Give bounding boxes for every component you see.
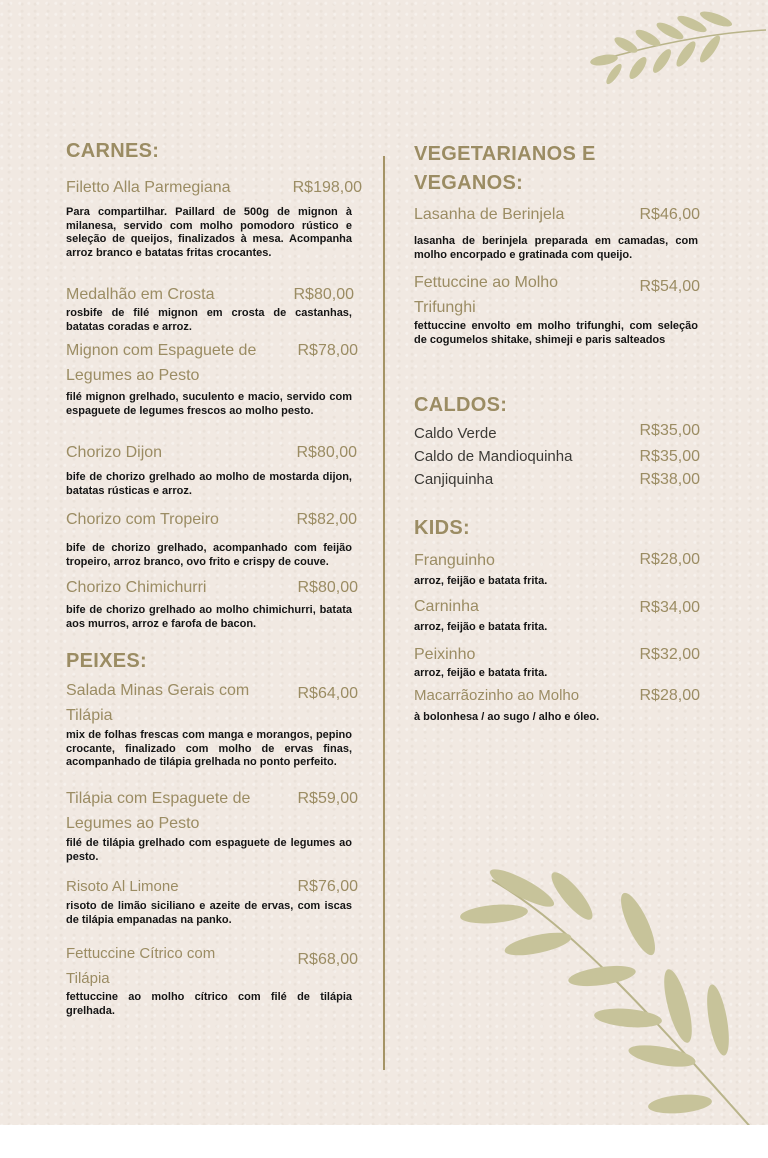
- dish-description: bife de chorizo grelhado ao molho de mostarda dijon, batatas rústicas e arroz.: [66, 471, 352, 497]
- menu-item: [66, 175, 362, 259]
- dish-price: R$28,00: [639, 551, 700, 568]
- dish-description: rosbife de filé mignon em crosta de castanhas, batatas coradas e arroz.: [66, 307, 352, 333]
- dish-price: R$80,00: [296, 444, 357, 461]
- menu-item: [414, 548, 700, 587]
- soup-name: Caldo de Mandioquinha: [414, 448, 573, 465]
- menu-item: [66, 941, 358, 1017]
- dish-name: Peixinho: [414, 646, 476, 663]
- dish-description: arroz, feijão e batata frita.: [414, 621, 548, 633]
- menu-item: [66, 282, 358, 333]
- menu-item: [66, 440, 358, 497]
- dish-price: R$80,00: [297, 579, 358, 596]
- dish-name: Chorizo com Tropeiro: [66, 511, 219, 528]
- dish-price: R$59,00: [297, 790, 358, 807]
- dish-description: filé de tilápia grelhado com espaguete de legumes ao pesto.: [66, 837, 352, 863]
- dish-description: arroz, feijão e batata frita.: [414, 575, 548, 587]
- dish-description: mix de folhas frescas com manga e morangos, pepino crocante, finalizado com molho de ervas finas, acompanhado de tilápia grelhada no ponto perfeito.: [66, 729, 352, 768]
- dish-description: fettuccine ao molho cítrico com filé de tilápia grelhada.: [66, 991, 352, 1017]
- soup-name: Caldo Verde: [414, 425, 497, 442]
- dish-price: R$46,00: [639, 206, 700, 223]
- dish-price: R$34,00: [639, 599, 700, 616]
- soup-price: R$35,00: [639, 448, 700, 465]
- dish-price: R$80,00: [293, 286, 354, 303]
- dish-description: bife de chorizo grelhado, acompanhado com feijão tropeiro, arroz branco, ovo frito e crispy de couve.: [66, 542, 352, 568]
- dish-price: R$64,00: [297, 685, 358, 702]
- dish-price: R$54,00: [639, 278, 700, 295]
- dish-name: Tilápia com Espaguete de Legumes ao Pesto: [66, 790, 251, 832]
- menu-item: [414, 594, 700, 633]
- dish-name: Fettuccine ao Molho Trifunghi: [414, 274, 559, 316]
- soup-name: Canjiquinha: [414, 471, 494, 488]
- dish-name: Fettuccine Cítrico com Tilápia: [66, 945, 216, 987]
- soup-price: R$38,00: [639, 471, 700, 488]
- leaf-branch-top-icon: [588, 4, 768, 94]
- dish-price: R$76,00: [297, 878, 358, 895]
- section-title-peixes: PEIXES:: [66, 650, 148, 672]
- dish-description: arroz, feijão e batata frita.: [414, 667, 548, 679]
- menu-item: [414, 683, 700, 723]
- dish-description: Para compartilhar. Paillard de 500g de mignon à milanesa, servido com molho pomodoro rústico e seleção de queijos, finalizados à mesa. Acompanha arroz branco e batatas fritas crocantes.: [66, 206, 352, 259]
- caldos-list: [414, 422, 700, 492]
- dish-price: R$198,00: [292, 179, 362, 196]
- dish-price: R$78,00: [297, 342, 358, 359]
- dish-name: Lasanha de Berinjela: [414, 206, 565, 223]
- section-title-caldos: CALDOS:: [414, 394, 508, 416]
- menu-item: [66, 786, 358, 863]
- menu-item: [66, 874, 358, 926]
- dish-price: R$32,00: [639, 646, 700, 663]
- section-title-kids: KIDS:: [414, 517, 470, 539]
- soup-price: R$35,00: [639, 422, 700, 439]
- menu-item: [414, 202, 700, 261]
- leaf-branch-bottom-icon: [452, 866, 768, 1125]
- dish-name: Chorizo Chimichurri: [66, 579, 207, 596]
- dish-name: Risoto Al Limone: [66, 878, 179, 895]
- dish-description: bife de chorizo grelhado ao molho chimichurri, batata aos murros, arroz e farofa de bacon.: [66, 604, 352, 630]
- dish-description: lasanha de berinjela preparada em camadas, com molho encorpado e gratinada com queijo.: [414, 235, 698, 261]
- dish-price: R$28,00: [639, 687, 700, 704]
- dish-name: Franguinho: [414, 552, 495, 569]
- dish-description: risoto de limão siciliano e azeite de ervas, com iscas de tilápia empanadas na panko.: [66, 900, 352, 926]
- menu-item: [66, 575, 358, 630]
- menu-item: [414, 642, 700, 679]
- dish-description: fettuccine envolto em molho trifunghi, com seleção de cogumelos shitake, shimeji e paris salteados: [414, 320, 698, 346]
- section-title-vegetarianos: VEGETARIANOS E VEGANOS:: [414, 143, 596, 194]
- dish-price: R$82,00: [296, 511, 357, 528]
- dish-name: Medalhão em Crosta: [66, 286, 215, 303]
- menu-item: [414, 270, 700, 346]
- section-title-carnes: CARNES:: [66, 140, 160, 162]
- dish-name: Filetto Alla Parmegiana: [66, 179, 231, 196]
- column-divider: [383, 156, 385, 1070]
- menu-item: [66, 507, 358, 568]
- dish-description: à bolonhesa / ao sugo / alho e óleo.: [414, 711, 600, 723]
- menu-item: [66, 678, 358, 768]
- dish-price: R$68,00: [297, 951, 358, 968]
- dish-name: Chorizo Dijon: [66, 444, 163, 461]
- dish-name: Macarrãozinho ao Molho: [414, 687, 580, 704]
- menu-item: [66, 338, 358, 417]
- dish-name: Carninha: [414, 598, 479, 615]
- dish-name: Salada Minas Gerais com Tilápia: [66, 682, 250, 724]
- dish-description: filé mignon grelhado, suculento e macio, servido com espaguete de legumes frescos ao molho pesto.: [66, 391, 352, 417]
- dish-name: Mignon com Espaguete de Legumes ao Pesto: [66, 342, 257, 384]
